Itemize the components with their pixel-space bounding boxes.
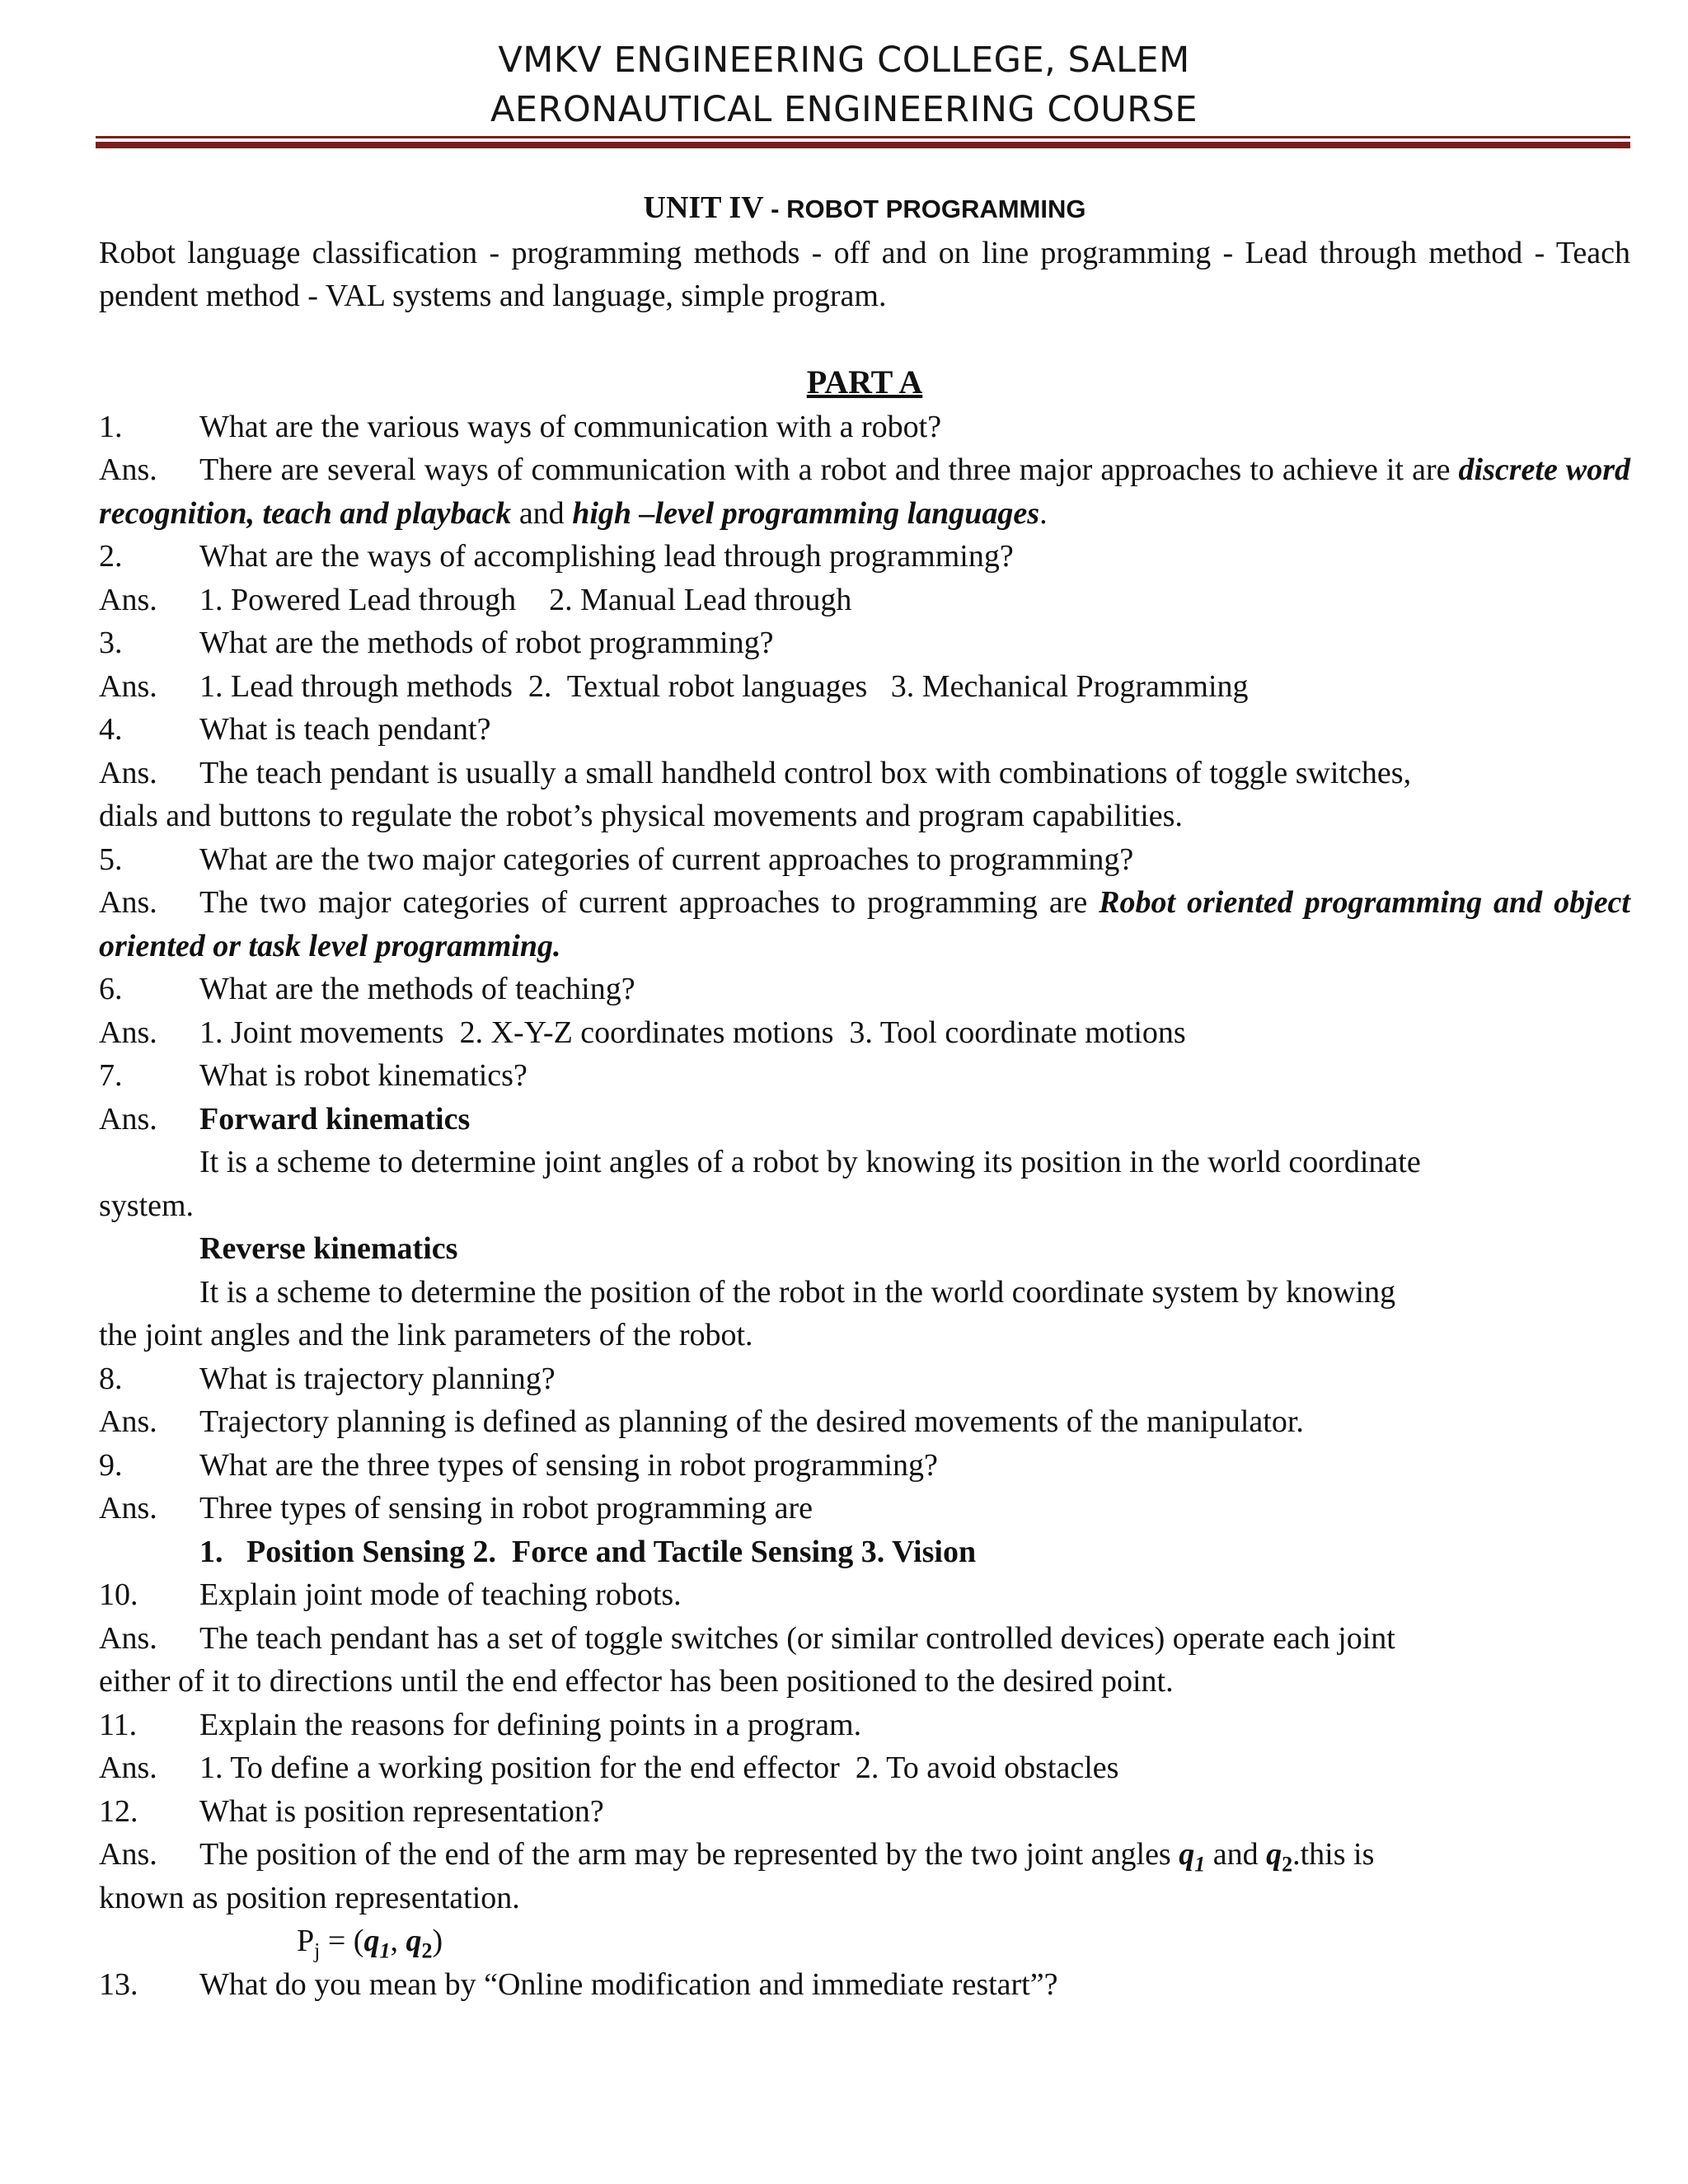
- answer-1: [99, 448, 1630, 535]
- question-12: [99, 1790, 1630, 1834]
- question-text: What are the methods of robot programming?: [199, 626, 774, 660]
- answer-12: [99, 1833, 1630, 1877]
- subscript: 2: [1282, 1852, 1293, 1877]
- question-text: What is trajectory planning?: [199, 1361, 556, 1396]
- joint-angle-symbol: q: [1179, 1837, 1195, 1872]
- answer-text: The teach pendant is usually a small handheld control box with combinations of toggle switches,: [199, 755, 1412, 790]
- question-text: Explain joint mode of teaching robots.: [199, 1577, 682, 1612]
- question-number: 5.: [99, 841, 123, 877]
- answer-10: [99, 1617, 1630, 1661]
- document-body: [99, 186, 1630, 2006]
- answer-5: [99, 881, 1630, 968]
- part-title: PART A: [806, 363, 923, 401]
- answer-text: 1. To define a working position for the end effector 2. To avoid obstacles: [199, 1750, 1119, 1785]
- question-text: What are the three types of sensing in robot programming?: [199, 1447, 938, 1483]
- question-text: What are the various ways of communication with a robot?: [199, 409, 942, 444]
- answer-text: 2. Manual Lead through: [549, 582, 852, 617]
- reverse-kinematics-heading: Reverse kinematics: [199, 1231, 458, 1266]
- question-number: 12.: [99, 1793, 138, 1829]
- answer-label: Ans.: [99, 1837, 157, 1872]
- answer-label: Ans.: [99, 582, 157, 617]
- answer-label: Ans.: [99, 452, 157, 487]
- question-text: What are the two major categories of current approaches to programming?: [199, 841, 1134, 877]
- formula-text: = (: [320, 1924, 364, 1958]
- question-text: Explain the reasons for defining points in a program.: [199, 1707, 862, 1742]
- answer-emphasis: discrete word recognition, teach and playback: [99, 452, 1630, 531]
- answer-label: Ans.: [99, 885, 157, 920]
- question-8: [99, 1357, 1630, 1401]
- answer-emphasis: high –level programming languages: [572, 495, 1040, 531]
- answer-11: [99, 1746, 1630, 1790]
- question-text: What is teach pendant?: [199, 712, 491, 747]
- answer-12-continued: known as position representation.: [99, 1880, 520, 1915]
- course-name: AERONAUTICAL ENGINEERING COURSE: [490, 89, 1198, 130]
- question-number: 3.: [99, 626, 123, 660]
- answer-text: The teach pendant has a set of toggle switches (or similar controlled devices) operate each joint: [199, 1620, 1395, 1656]
- question-13: [99, 1963, 1630, 2007]
- question-3: [99, 621, 1630, 665]
- answer-label: Ans.: [99, 668, 157, 704]
- question-text: What do you mean by “Online modification and immediate restart”?: [199, 1966, 1058, 2002]
- question-9: [99, 1444, 1630, 1488]
- answer-7: [99, 1098, 1630, 1141]
- sensing-list: 1. Position Sensing 2. Force and Tactile Sensing 3. Vision: [199, 1534, 977, 1569]
- answer-text: The position of the end of the arm may be represented by the two joint angles: [199, 1837, 1179, 1872]
- question-text: What is position representation?: [199, 1793, 604, 1829]
- subscript: j: [314, 1938, 321, 1963]
- unit-title: UNIT IV: [643, 190, 764, 225]
- question-7: [99, 1054, 1630, 1098]
- answer-emphasis: Robot oriented programming and object oriented or task level programming.: [99, 885, 1630, 963]
- syllabus-text: Robot language classification - programming methods - off and on line programming - Lead through method - Teach pendent method - VAL systems and language, simple program.: [99, 235, 1630, 313]
- question-number: 10.: [99, 1577, 138, 1612]
- answer-text: Three types of sensing in robot programming are: [199, 1491, 813, 1526]
- answer-label: Ans.: [99, 1101, 157, 1137]
- subscript: 1: [379, 1938, 391, 1963]
- formula-text: ): [432, 1924, 443, 1958]
- question-10: [99, 1573, 1630, 1617]
- part-heading: [99, 361, 1630, 405]
- forward-kinematics-text-continued: system.: [99, 1188, 195, 1223]
- question-number: 4.: [99, 712, 123, 747]
- question-5: [99, 838, 1630, 882]
- question-4: [99, 708, 1630, 752]
- question-6: [99, 968, 1630, 1011]
- answer-8: [99, 1400, 1630, 1444]
- answer-3: [99, 665, 1630, 709]
- question-number: 2.: [99, 539, 123, 574]
- answer-label: Ans.: [99, 1750, 157, 1785]
- answer-label: Ans.: [99, 1620, 157, 1656]
- question-text: What is robot kinematics?: [199, 1058, 528, 1093]
- header-rule-thin: [96, 136, 1630, 138]
- subscript: 1: [1194, 1852, 1206, 1877]
- reverse-kinematics-text: It is a scheme to determine the position of the robot in the world coordinate system by knowing: [199, 1274, 1396, 1310]
- answer-2: [99, 579, 1630, 622]
- formula-text: ,: [390, 1924, 406, 1958]
- answer-6: [99, 1011, 1630, 1055]
- question-number: 9.: [99, 1447, 123, 1483]
- question-number: 8.: [99, 1361, 123, 1396]
- answer-text: 1. Lead through methods 2. Textual robot languages 3. Mechanical Programming: [199, 668, 1249, 704]
- question-2: [99, 535, 1630, 579]
- answer-text: 1. Joint movements 2. X-Y-Z coordinates motions 3. Tool coordinate motions: [199, 1015, 1186, 1050]
- answer-text: .: [1039, 495, 1048, 531]
- answer-label: Ans.: [99, 1404, 157, 1439]
- formula-text: P: [297, 1924, 315, 1958]
- subscript: 2: [421, 1938, 433, 1963]
- answer-text: and: [1205, 1837, 1267, 1872]
- question-number: 6.: [99, 972, 123, 1006]
- joint-angle-symbol: q: [363, 1924, 380, 1958]
- forward-kinematics-heading: Forward kinematics: [199, 1101, 471, 1137]
- question-number: 11.: [99, 1707, 138, 1742]
- answer-text: .this is: [1292, 1837, 1375, 1872]
- question-text: What are the ways of accomplishing lead through programming?: [199, 539, 1014, 574]
- answer-4-continued: dials and buttons to regulate the robot’s physical movements and program capabilities.: [99, 799, 1183, 833]
- question-11: [99, 1704, 1630, 1747]
- unit-separator: -: [763, 194, 787, 223]
- answer-label: Ans.: [99, 755, 157, 790]
- unit-heading: [99, 186, 1630, 232]
- forward-kinematics-text: It is a scheme to determine joint angles of a robot by knowing its position in the world coordinate: [199, 1145, 1421, 1179]
- answer-label: Ans.: [99, 1015, 157, 1050]
- answer-text: 1. Powered Lead through: [199, 582, 517, 617]
- answer-label: Ans.: [99, 1491, 157, 1526]
- question-text: What are the methods of teaching?: [199, 972, 635, 1006]
- question-number: 13.: [99, 1966, 138, 2002]
- answer-text: The two major categories of current approaches to programming are: [199, 885, 1100, 920]
- reverse-kinematics-text-continued: the joint angles and the link parameters of the robot.: [99, 1318, 753, 1352]
- answer-4: [99, 752, 1630, 795]
- answer-10-continued: either of it to directions until the end effector has been positioned to the desired point.: [99, 1664, 1174, 1699]
- answer-9: [99, 1487, 1630, 1530]
- question-number: 1.: [99, 409, 123, 444]
- joint-angle-symbol: q: [406, 1924, 422, 1958]
- unit-subtitle: ROBOT PROGRAMMING: [786, 194, 1086, 223]
- question-number: 7.: [99, 1058, 123, 1093]
- header-rule-thick: [96, 142, 1630, 148]
- position-formula: [99, 1919, 1630, 1963]
- answer-text: and: [511, 495, 573, 531]
- answer-text: Trajectory planning is defined as planning of the desired movements of the manipulator.: [199, 1404, 1304, 1439]
- college-name: VMKV ENGINEERING COLLEGE, SALEM: [498, 40, 1190, 81]
- question-1: [99, 405, 1630, 449]
- joint-angle-symbol: q: [1266, 1837, 1282, 1872]
- answer-text: There are several ways of communication with a robot and three major approaches to achieve it are: [199, 452, 1459, 487]
